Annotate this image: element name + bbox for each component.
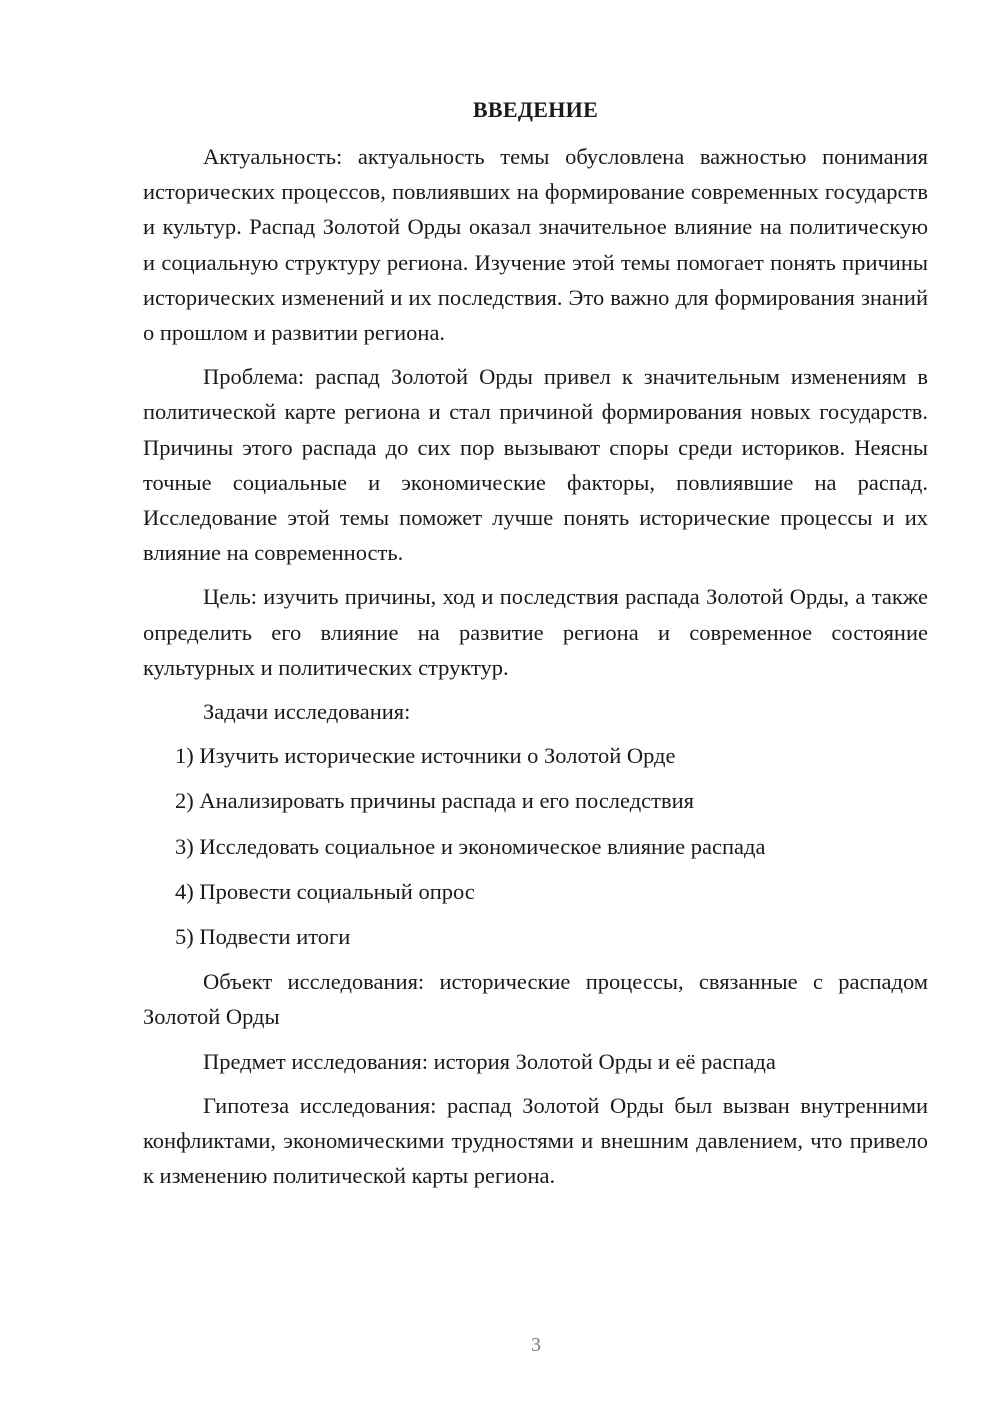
paragraph-object: Объект исследования: исторические процессы, связанные с распадом Золотой Орды [143, 969, 928, 1030]
list-item: 1) Изучить исторические источники о Золотой Орде [175, 743, 676, 769]
paragraph-problem: Проблема: распад Золотой Орды привел к значительным изменениям в политической карте региона и стал причиной формирования новых государств. Причины этого распада до сих пор вызывают споры среди историков. Неясны точные социальные и экономические факторы, повлиявшие на распад. Исследование этой темы поможет лучше понять исторические процессы и их влияние на современность. [143, 364, 928, 566]
list-item: 4) Провести социальный опрос [175, 878, 475, 904]
section-title: ВВЕДЕНИЕ [472, 97, 599, 122]
paragraph-tasks-heading: Задачи исследования: [203, 699, 411, 725]
list-item: 3) Исследовать социальное и экономическое влияние распада [175, 833, 766, 859]
paragraph-goal: Цель: изучить причины, ход и последствия распада Золотой Орды, а также определить его влияние на развитие региона и современное состояние культурных и политических структур. [143, 584, 928, 680]
paragraph-relevance: Актуальность: актуальность темы обусловлена важностью понимания исторических процессов, повлиявших на формирование современных государств и культур. Распад Золотой Орды оказал значительное влияние на политическую и социальную структуру региона. Изучение этой темы помогает понять причины исторических изменений и их последствия. Это важно для формирования знаний о прошлом и развитии региона. [143, 144, 928, 346]
tasks-list [143, 738, 928, 954]
document-body [143, 95, 928, 1202]
list-item: 5) Подвести итоги [175, 924, 351, 950]
paragraph-subject: Предмет исследования: история Золотой Орды и её распада [203, 1048, 776, 1074]
paragraph-hypothesis: Гипотеза исследования: распад Золотой Орды был вызван внутренними конфликтами, экономическими трудностями и внешним давлением, что привело к изменению политической карты региона. [143, 1092, 928, 1189]
list-item: 2) Анализировать причины распада и его последствия [175, 788, 695, 814]
page-number: 3 [531, 1334, 541, 1356]
